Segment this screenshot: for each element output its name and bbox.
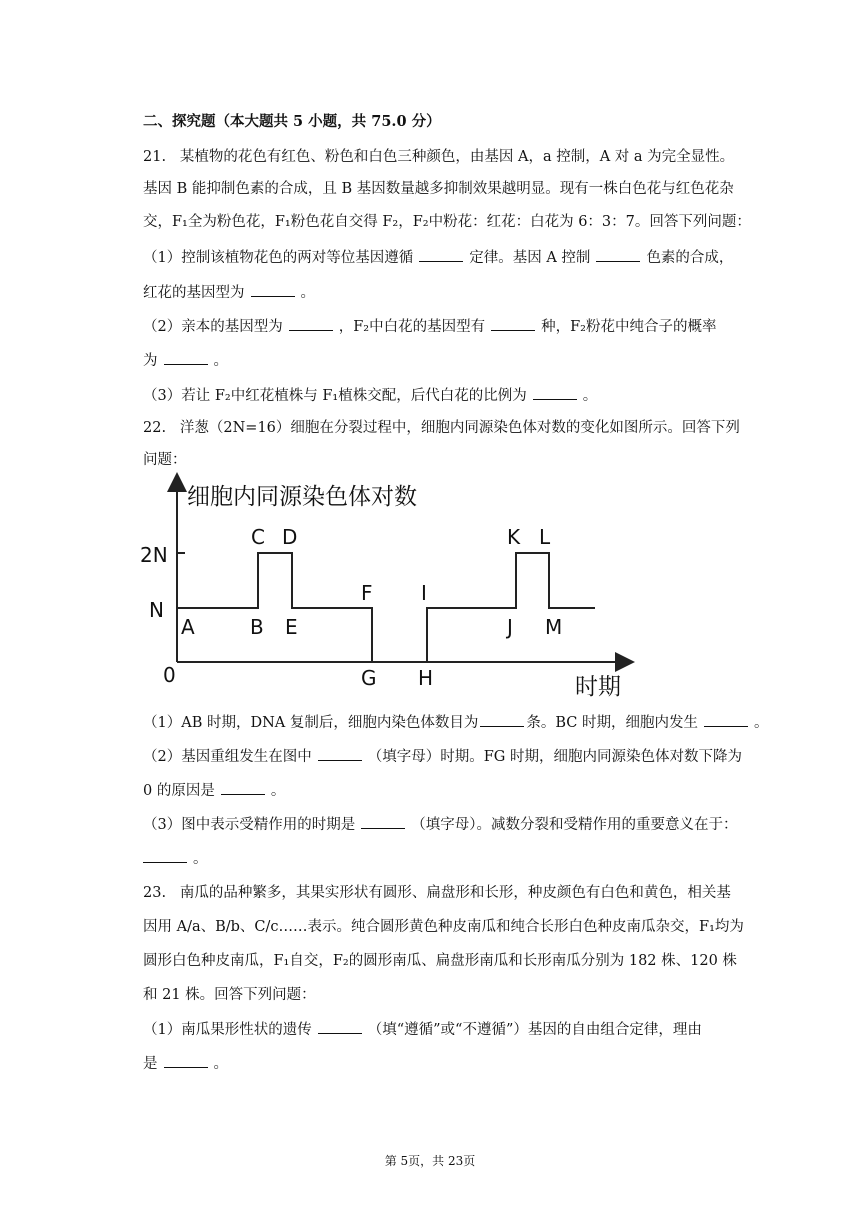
q21-sub2-text-b: ，F₂中白花的基因型有 [338, 319, 486, 335]
q21-sub2-text-d: 为 [143, 353, 158, 369]
point-label-j: J [507, 615, 513, 639]
answer-blank[interactable] [419, 247, 463, 262]
origin-label: 0 [163, 663, 176, 687]
q22-sub1-text-b: 条。BC 时期，细胞内发生 [526, 715, 698, 731]
answer-blank[interactable] [143, 848, 187, 863]
q23-sub1-line-1 [143, 1019, 702, 1040]
q22-sub3-text-c: 。 [193, 851, 208, 867]
q22-sub3-text-b: （填字母）。减数分裂和受精作用的重要意义在于： [411, 817, 738, 833]
q22-sub1-text-a: （1）AB 时期，DNA 复制后，细胞内染色体数目为 [143, 715, 479, 731]
q23-sub1-text-d: 。 [213, 1056, 228, 1072]
point-label-e: E [285, 615, 298, 639]
q22-intro-1: 洋葱（2N=16）细胞在分裂过程中，细胞内同源染色体对数的变化如图所示。回答下列 [179, 420, 740, 436]
point-label-c: C [251, 525, 265, 549]
q21-sub1-text-d: 红花的基因型为 [143, 285, 245, 301]
q22-sub2-text-a: （2）基因重组发生在图中 [143, 749, 312, 765]
q22-number: 22. [143, 420, 167, 436]
q22-sub2-line-2 [143, 780, 285, 801]
q21-sub2-text-c: 种，F₂粉花中纯合子的概率 [541, 319, 717, 335]
q22-sub3-text-a: （3）图中表示受精作用的时期是 [143, 817, 356, 833]
answer-blank[interactable] [491, 316, 535, 331]
section-title: 二、探究题（本大题共 5 小题，共 75.0 分） [143, 113, 441, 130]
q21-line-1 [143, 147, 734, 167]
q21-sub1-text-a: （1）控制该植物花色的两对等位基因遵循 [143, 250, 414, 266]
q21-sub1-text-c: 色素的合成， [646, 250, 734, 266]
point-label-l: L [539, 525, 551, 549]
q21-sub3-text-b: 。 [582, 388, 598, 404]
point-label-f: F [361, 581, 373, 605]
q23-line-3: 圆形白色种皮南瓜，F₁自交，F₂的圆形南瓜、扁盘形南瓜和长形南瓜分别为 182 株、120 株 [143, 953, 737, 969]
answer-blank[interactable] [480, 712, 524, 727]
q21-sub3-line [143, 385, 597, 406]
answer-blank[interactable] [251, 282, 295, 297]
q21-sub1-line-1 [143, 247, 733, 268]
homologous-pairs-diagram [135, 472, 635, 702]
point-label-a: A [181, 615, 195, 639]
y-axis-label: 细胞内同源染色体对数 [187, 484, 417, 510]
q22-sub3-line-2 [143, 848, 208, 869]
q22-sub2-line-1 [143, 746, 742, 767]
answer-blank[interactable] [596, 247, 640, 262]
q23-text-1: 南瓜的品种繁多，其果实形状有圆形、扁盘形和长形，种皮颜色有白色和黄色，相关基 [179, 885, 731, 901]
q22-sub1-line [143, 712, 769, 733]
answer-blank[interactable] [704, 712, 748, 727]
y-tick-label-2n: 2N [140, 543, 168, 567]
q23-number: 23. [143, 885, 167, 901]
q22-line-1 [143, 418, 740, 438]
answer-blank[interactable] [221, 780, 265, 795]
q21-line-2: 基因 B 能抑制色素的合成，且 B 基因数量越多抑制效果越明显。现有一株白色花与红色花杂 [143, 181, 734, 197]
q22-sub2-text-d: 。 [270, 783, 286, 799]
page-footer: 第 5页，共 23页 [384, 1154, 476, 1168]
point-label-h: H [418, 666, 434, 690]
q23-sub1-text-b: （填“遵循”或“不遵循”）基因的自由组合定律，理由 [367, 1022, 702, 1038]
q23-line-1 [143, 883, 731, 903]
q22-sub2-text-b: （填字母）时期。FG 时期，细胞内同源染色体对数下降为 [367, 749, 742, 765]
q21-sub1-text-b: 定律。基因 A 控制 [469, 250, 591, 266]
q21-number: 21. [143, 149, 167, 165]
answer-blank[interactable] [533, 385, 577, 400]
x-axis-label: 时期 [575, 674, 621, 700]
data-series-line [177, 553, 595, 662]
q23-sub1-text-a: （1）南瓜果形性状的遗传 [143, 1022, 312, 1038]
y-tick-label-n: N [149, 598, 164, 622]
q22-intro-2: 问题： [143, 452, 187, 468]
q23-line-4: 和 21 株。回答下列问题： [143, 987, 316, 1003]
q23-sub1-line-2 [143, 1053, 228, 1074]
q21-sub2-text-a: （2）亲本的基因型为 [143, 319, 283, 335]
q22-sub2-text-c: 0 的原因是 [143, 783, 215, 799]
q21-sub2-line-1 [143, 316, 716, 337]
point-label-i: I [421, 581, 427, 605]
answer-blank[interactable] [164, 350, 208, 365]
q22-sub3-line-1 [143, 814, 737, 835]
point-label-g: G [361, 666, 377, 690]
q21-sub2-line-2 [143, 350, 228, 371]
q23-sub1-text-c: 是 [143, 1056, 158, 1072]
q21-sub2-text-e: 。 [213, 353, 228, 369]
point-label-d: D [282, 525, 298, 549]
q23-line-2: 因用 A/a、B/b、C/c……表示。纯合圆形黄色种皮南瓜和纯合长形白色种皮南瓜杂交，F₁均为 [143, 919, 744, 935]
answer-blank[interactable] [164, 1053, 208, 1068]
q21-sub3-text-a: （3）若让 F₂中红花植株与 F₁植株交配，后代白花的比例为 [143, 388, 527, 404]
point-label-k: K [507, 525, 521, 549]
point-label-b: B [250, 615, 264, 639]
q21-line-3: 交，F₁全为粉色花，F₁粉色花自交得 F₂，F₂中粉花：红花：白花为 6：3：7。回答下列问题： [143, 214, 751, 230]
answer-blank[interactable] [318, 1019, 362, 1034]
answer-blank[interactable] [361, 814, 405, 829]
point-label-m: M [545, 615, 563, 639]
q21-sub1-text-e: 。 [300, 285, 315, 301]
q21-text-1: 某植物的花色有红色、粉色和白色三种颜色，由基因 A，a 控制，A 对 a 为完全显性。 [179, 149, 735, 165]
q21-sub1-line-2 [143, 282, 315, 303]
answer-blank[interactable] [289, 316, 333, 331]
q22-sub1-text-c: 。 [754, 715, 769, 731]
answer-blank[interactable] [318, 746, 362, 761]
